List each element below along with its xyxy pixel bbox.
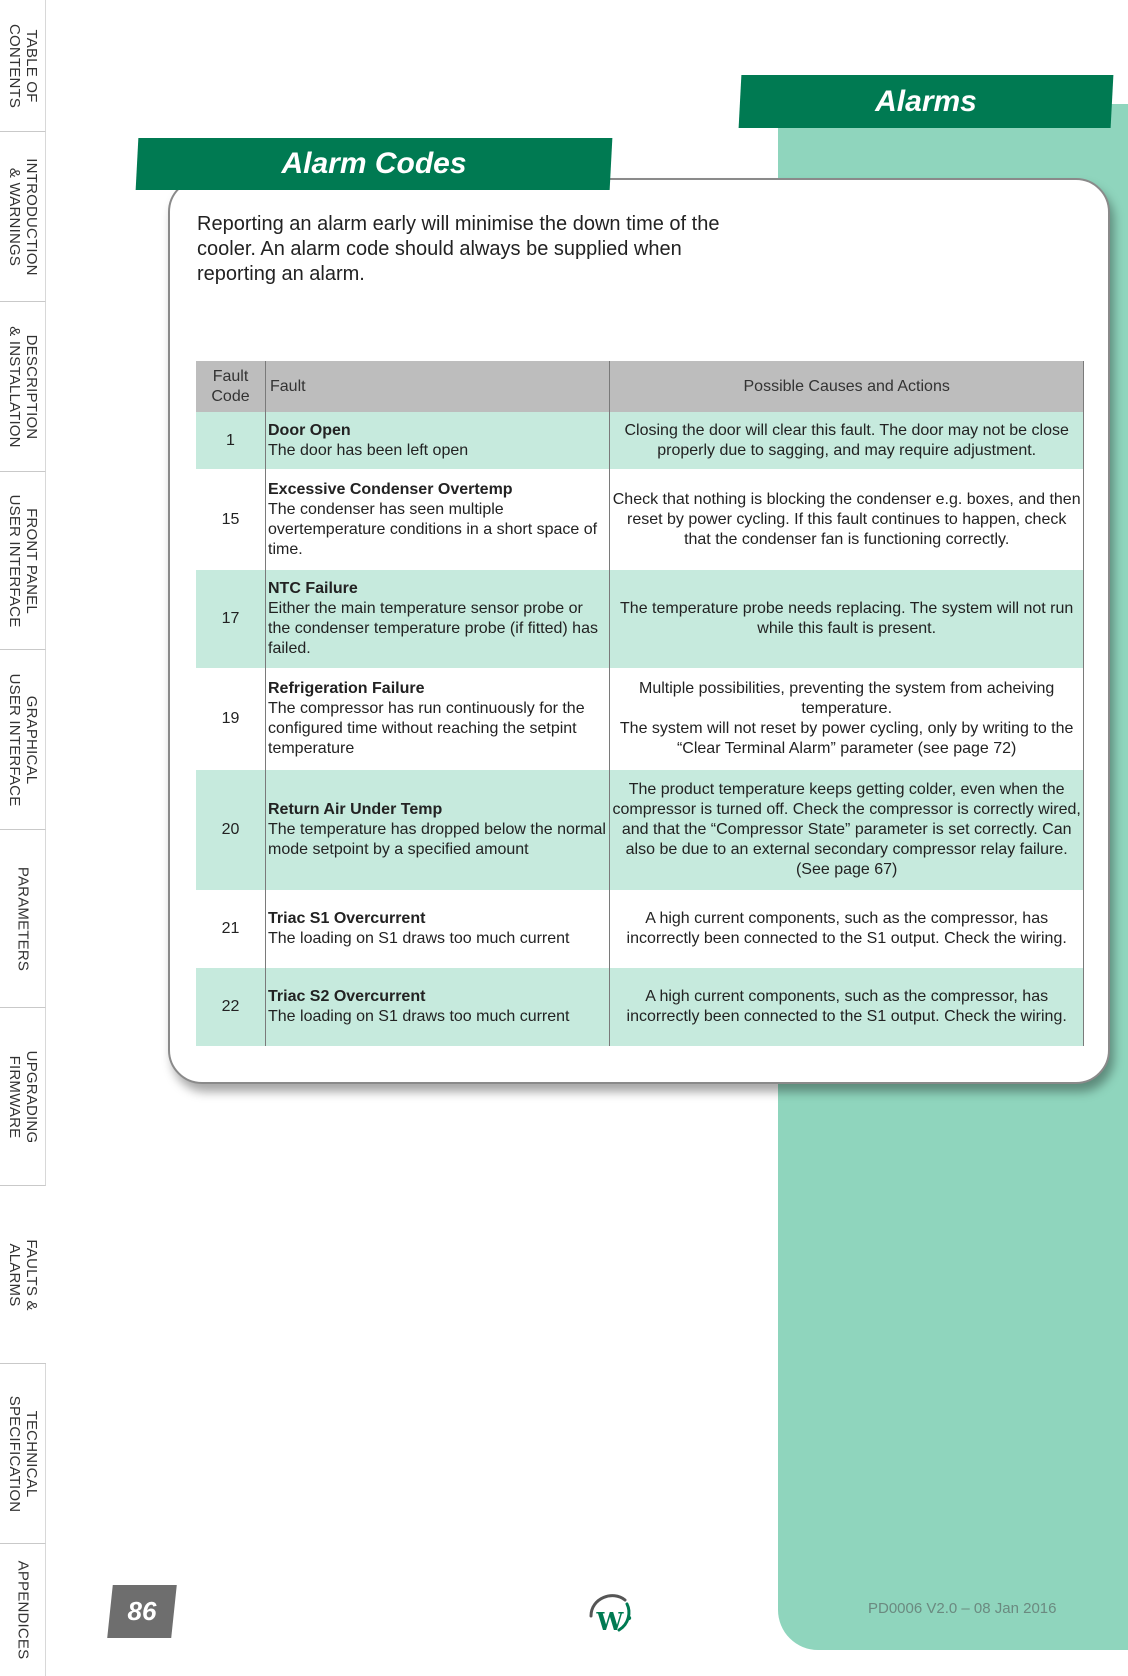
page-number: 86: [127, 1596, 157, 1626]
tab-label: UPGRADING FIRMWARE: [5, 1050, 40, 1143]
fault-code: 20: [196, 770, 266, 890]
table-row: [196, 668, 1084, 770]
tab-label: FAULTS & ALARMS: [6, 1238, 40, 1311]
table-row: [196, 570, 1084, 668]
tab-graphical-ui[interactable]: [0, 650, 46, 830]
table-row: [196, 469, 1084, 570]
fault-cell: [266, 770, 610, 890]
tab-parameters[interactable]: [0, 830, 46, 1008]
intro-text: Reporting an alarm early will minimise the down time of the cooler. An alarm code should always be supplied when reporting an alarm.: [197, 213, 720, 285]
tab-label: INTRODUCTION & WARNINGS: [5, 157, 40, 276]
section-index-tabs: [0, 0, 46, 1676]
tab-label: TABLE OF CONTENTS: [5, 23, 40, 108]
fault-name: Triac S1 Overcurrent: [268, 910, 426, 927]
tab-label: APPENDICES: [14, 1560, 31, 1660]
fault-name: Excessive Condenser Overtemp: [268, 480, 513, 498]
tab-label: TECHNICAL SPECIFICATION: [5, 1395, 40, 1512]
table-row: [196, 890, 1084, 968]
tab-technical-specification[interactable]: [0, 1364, 46, 1544]
fault-description: The door has been left open: [268, 441, 469, 459]
fault-cause: The temperature probe needs replacing. The system will not run while this fault is present.: [610, 570, 1084, 668]
table-row: [196, 968, 1084, 1046]
fault-cell: [266, 668, 610, 770]
fault-description: The loading on S1 draws too much current: [268, 1008, 570, 1025]
fault-cause: Check that nothing is blocking the condenser e.g. boxes, and then reset by power cycling. If this fault continues to happen, check that the condenser fan is functioning correctly.: [610, 469, 1084, 570]
fault-description: The condenser has seen multiple overtemperature conditions in a short space of time.: [268, 500, 598, 558]
fault-code: 1: [196, 412, 266, 469]
company-logo: [583, 1586, 637, 1638]
header-fault: Fault: [266, 361, 610, 412]
tab-introduction-warnings[interactable]: [0, 132, 46, 302]
fault-code: 21: [196, 890, 266, 968]
tab-appendices[interactable]: [0, 1544, 46, 1676]
tab-label: DESCRIPTION & INSTALLATION: [5, 325, 40, 448]
fault-name: Triac S2 Overcurrent: [268, 988, 426, 1005]
table-row: [196, 412, 1084, 469]
fault-description: The compressor has run continuously for the configured time without reaching the setpint temperature: [268, 700, 585, 757]
tab-label: GRAPHICAL USER INTERFACE: [5, 673, 40, 806]
fault-description: Either the main temperature sensor probe or the condenser temperature probe (if fitted) has failed.: [268, 600, 598, 657]
fault-name: NTC Failure: [268, 580, 358, 597]
fault-code: 15: [196, 469, 266, 570]
document-reference: PD0006 V2.0 – 08 Jan 2016: [868, 1600, 1057, 1617]
fault-cause: Multiple possibilities, preventing the system from acheiving temperature. The system will not reset by power cycling, only by writing to the “Clear Terminal Alarm” parameter (see page 72): [610, 668, 1084, 770]
fault-cause: A high current components, such as the compressor, has incorrectly been connected to the S1 output. Check the wiring.: [610, 968, 1084, 1046]
logo-letter: W: [596, 1607, 624, 1636]
card-title: Alarm Codes: [281, 147, 467, 180]
fault-code: 19: [196, 668, 266, 770]
fault-cause: The product temperature keeps getting colder, even when the compressor is turned off. Check the compressor is correctly wired, and that the “Compressor State” parameter is set correctly. Can also be due to an external secondary compressor relay failure. (See page 67): [610, 770, 1084, 890]
header-causes: Possible Causes and Actions: [610, 361, 1084, 412]
tab-description-installation[interactable]: [0, 302, 46, 472]
header-fault-code: Fault Code: [196, 361, 266, 412]
fault-name: Refrigeration Failure: [268, 680, 425, 697]
fault-description: The temperature has dropped below the normal mode setpoint by a specified amount: [268, 821, 606, 858]
fault-cell: [266, 890, 610, 968]
fault-cell: [266, 412, 610, 469]
fault-cell: [266, 469, 610, 570]
table-row: [196, 770, 1084, 890]
tab-front-panel-ui[interactable]: [0, 472, 46, 650]
fault-cell: [266, 570, 610, 668]
fault-cause: Closing the door will clear this fault. The door may not be close properly due to sagging, and may require adjustment.: [610, 412, 1084, 469]
fault-name: Return Air Under Temp: [268, 801, 443, 818]
fault-cause: A high current components, such as the compressor, has incorrectly been connected to the S1 output. Check the wiring.: [610, 890, 1084, 968]
fault-description: The loading on S1 draws too much current: [268, 930, 570, 947]
section-title: Alarms: [875, 85, 977, 118]
alarm-codes-table: [196, 361, 1084, 1046]
fault-code: 17: [196, 570, 266, 668]
tab-faults-alarms[interactable]: [0, 1186, 46, 1364]
table-header-row: [196, 361, 1084, 412]
fault-name: Door Open: [268, 421, 351, 439]
tab-label: FRONT PANEL USER INTERFACE: [5, 494, 40, 627]
tab-label: PARAMETERS: [14, 866, 31, 971]
tab-table-of-contents[interactable]: [0, 0, 46, 132]
fault-cell: [266, 968, 610, 1046]
fault-code: 22: [196, 968, 266, 1046]
tab-upgrading-firmware[interactable]: [0, 1008, 46, 1186]
